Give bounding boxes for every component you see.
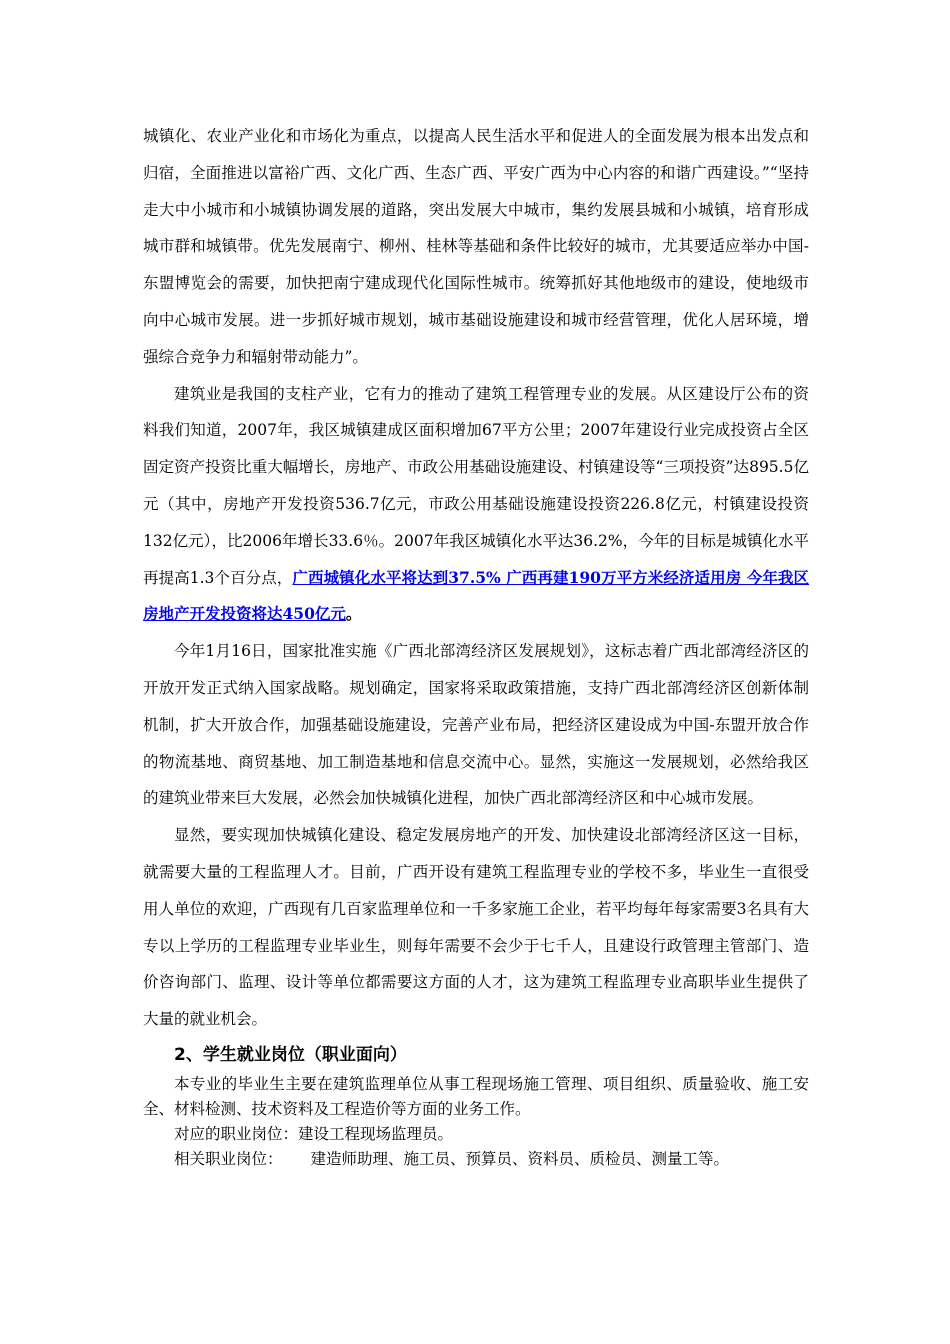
related-value: 建造师助理、施工员、预算员、资料员、质检员、测量工等。 [310, 1149, 730, 1168]
post-line [143, 1122, 809, 1147]
paragraph-5: 本专业的毕业生主要在建筑监理单位从事工程现场施工管理、项目组织、质量验收、施工安全、材料检测、技术资料及工程造价等方面的业务工作。 [143, 1074, 809, 1118]
section-heading: 2、学生就业岗位（职业面向） [174, 1044, 407, 1065]
paragraph-3: 今年1月16日，国家批准实施《广西北部湾经济区发展规划》，这标志着广西北部湾经济区的开放开发正式纳入国家战略。规划确定，国家将采取政策措施，支持广西北部湾经济区创新体制机制，扩大开放合作，加强基础设施建设，完善产业布局，把经济区建设成为中国-东盟开放合作的物流基地、商贸基地、加工制造基地和信息交流中心。显然，实施这一发展规划，必然给我区的建筑业带来巨大发展，必然会加快城镇化进程，加快广西北部湾经济区和中心城市发展。 [143, 642, 809, 808]
related-post-line [143, 1147, 809, 1172]
body-text [143, 118, 809, 1038]
paragraph-2-text: 建筑业是我国的支柱产业，它有力的推动了建筑工程管理专业的发展。从区建设厅公布的资料我们知道，2007年，我区城镇建成区面积增加67平方公里；2007年建设行业完成投资占全区固定资产投资比重大幅增长，房地产、市政公用基础设施建设、村镇建设等“三项投资”达895.5亿元（其中，房地产开发投资536.7亿元，市政公用基础设施建设投资226.8亿元，村镇建设投资132亿元），比2006年增长33.6％。2007年我区城镇化水平达36.2%，今年的目标是城镇化水平再提高1.3个百分点， [143, 384, 809, 587]
post-value: 建设工程现场监理员。 [298, 1124, 454, 1143]
document-page [143, 118, 809, 1172]
related-label: 相关职业岗位： [174, 1149, 283, 1168]
section-body [143, 1072, 809, 1172]
paragraph-2 [143, 376, 809, 634]
paragraph-2-end: 。 [345, 604, 362, 624]
paragraph-4: 显然，要实现加快城镇化建设、稳定发展房地产的开发、加快建设北部湾经济区这一目标，就需要大量的工程监理人才。目前，广西开设有建筑工程监理专业的学校不多，毕业生一直很受用人单位的欢迎，广西现有几百家监理单位和一千多家施工企业，若平均每年每家需要3名具有大专以上学历的工程监理专业毕业生，则每年需要不会少于七千人，且建设行政管理主管部门、造价咨询部门、监理、设计等单位都需要这方面的人才，这为建筑工程监理专业高职毕业生提供了大量的就业机会。 [143, 826, 809, 1029]
paragraph-1: 城镇化、农业产业化和市场化为重点，以提高人民生活水平和促进人的全面发展为根本出发点和归宿，全面推进以富裕广西、文化广西、生态广西、平安广西为中心内容的和谐广西建设。”“坚持走大中小城市和小城镇协调发展的道路，突出发展大中城市，集约发展县城和小城镇，培育形成城市群和城镇带。优先发展南宁、柳州、桂林等基础和条件比较好的城市，尤其要适应举办中国-东盟博览会的需要，加快把南宁建成现代化国际性城市。统筹抓好其他地级市的建设，使地级市向中心城市发展。进一步抓好城市规划，城市基础设施建设和城市经营管理，优化人居环境，增强综合竞争力和辐射带动能力”。 [143, 127, 809, 366]
news-link[interactable]: 广西城镇化水平将达到37.5% 广西再建190万平方米经济适用房 今年我区房地产开发投资将达450亿元 [143, 567, 809, 624]
post-label: 对应的职业岗位： [174, 1124, 299, 1143]
